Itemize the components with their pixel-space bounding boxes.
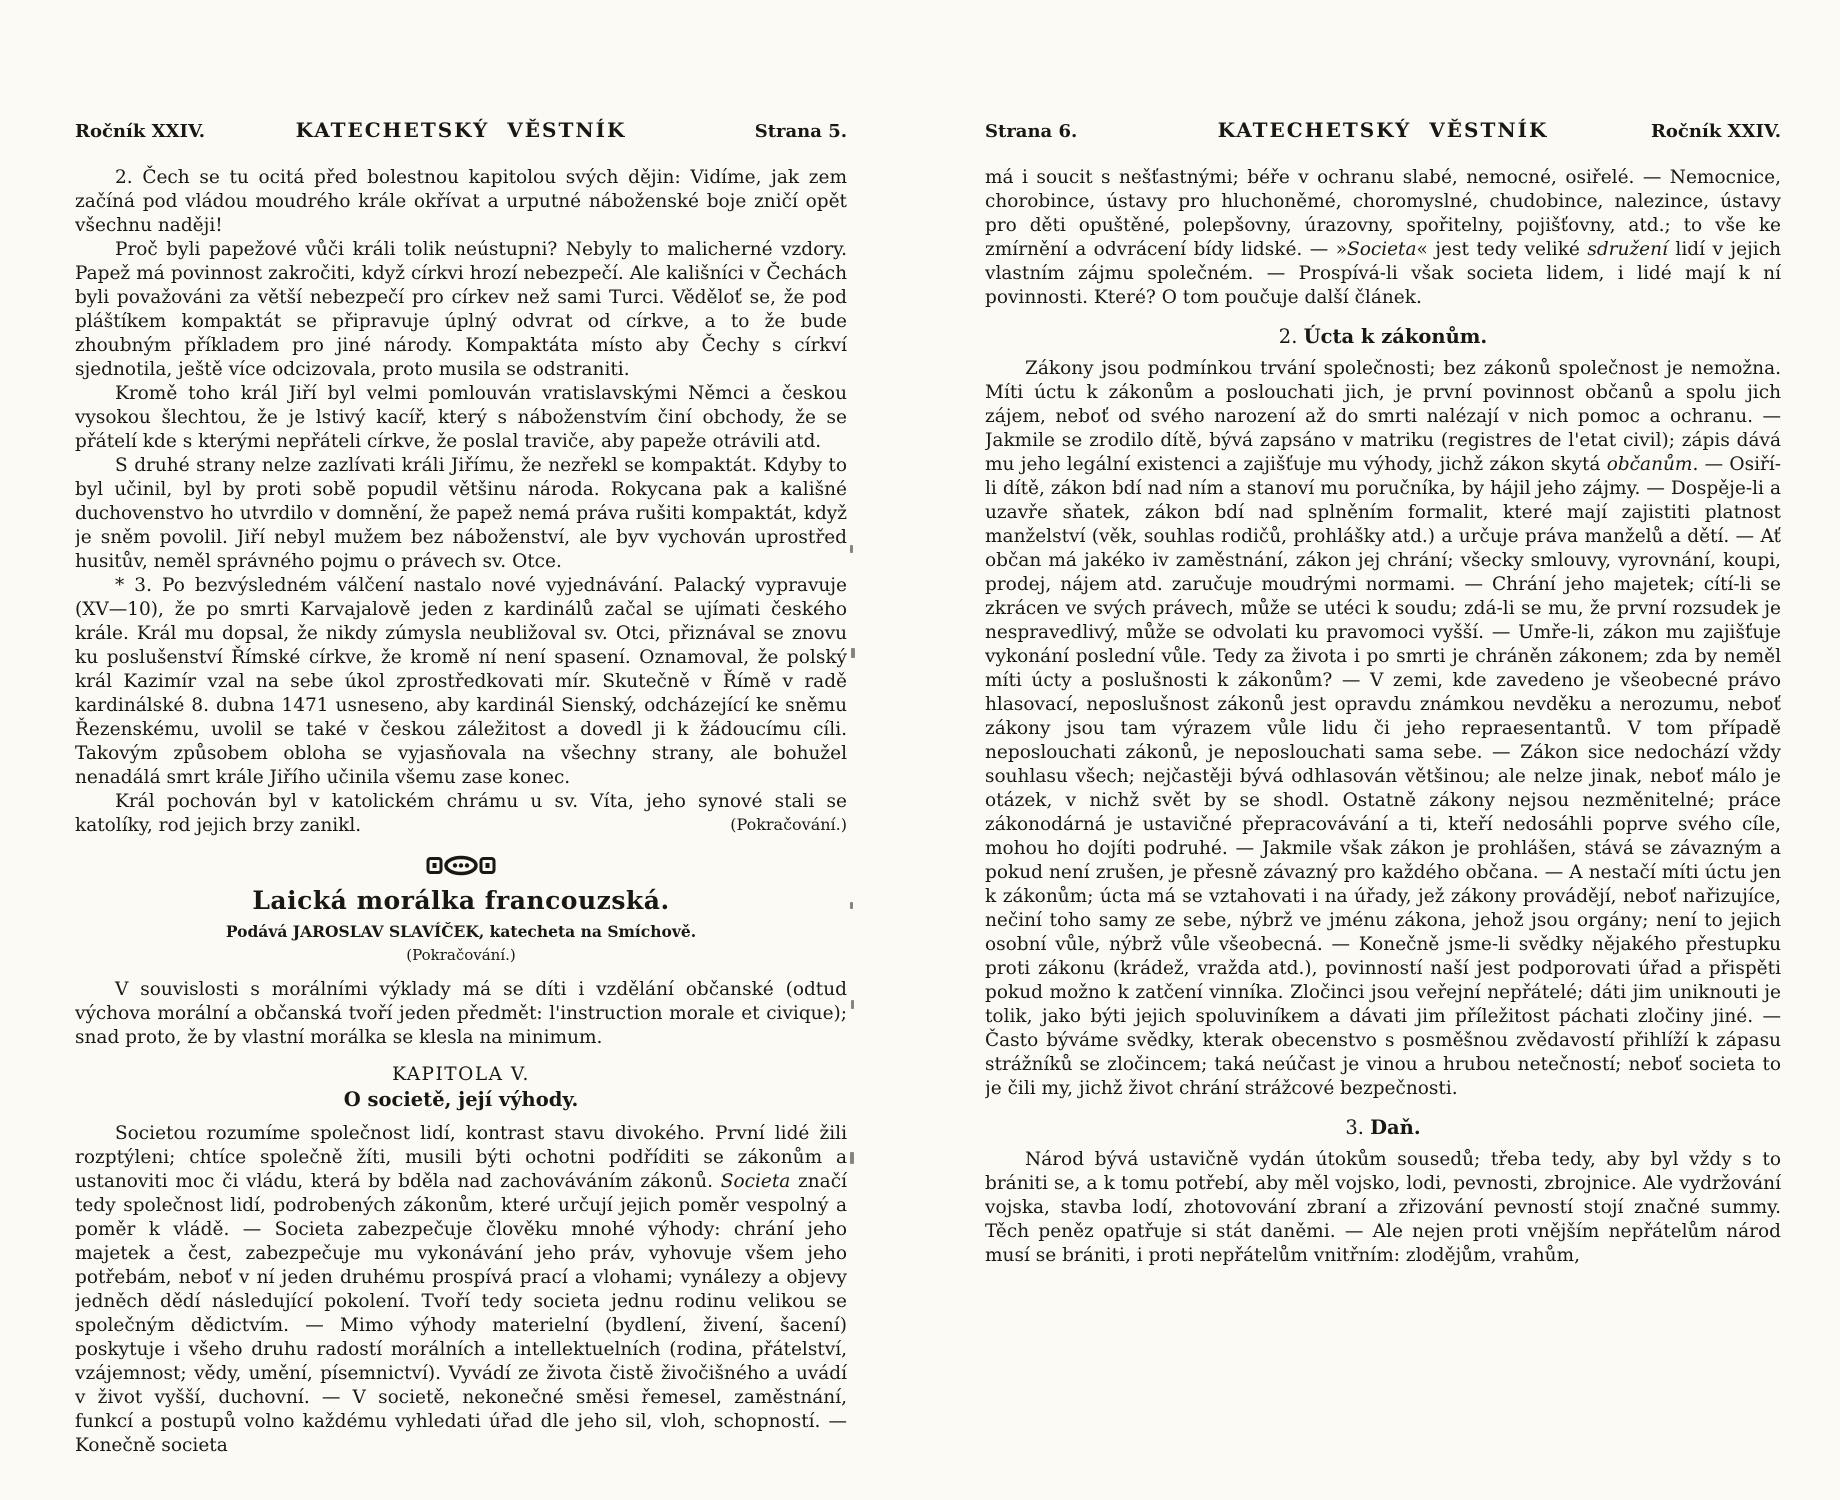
- paragraph: Kromě toho král Jiří byl velmi pomlouván vratislavskými Němci a českou vysokou šlechtou, že je lstivý kacíř, který s náboženstvím činí obchody, že se přátelí kde s kterými nepřáteli církve, že poslal traviče, aby papeže otrávili atd.: [75, 383, 847, 452]
- continuation-note: (Pokračování.): [406, 946, 516, 964]
- publication-title: KATECHETSKÝ VĚSTNÍK: [295, 118, 627, 142]
- volume-label: Ročník XXIV.: [75, 121, 206, 142]
- section-title: Úcta k zákonům.: [1303, 325, 1488, 348]
- paragraph: Národ bývá ustavičně vydán útokům sousedů; třeba tedy, aby byl vždy s to brániti se, a k tomu potřebí, aby měl vojsko, lodi, pevnosti, zbrojnice. Ale vydržování vojska, stavba lodí, zhotovování zbraní a zřizování pevností stojí značné summy. Těch peněz opatřuje si stát daněmi. — Ale nejen proti vnějším nepřátelům národ musí se brániti, i proti nepřátelům vnitřním: zlodějům, vrahům,: [985, 1149, 1781, 1266]
- article-byline: Podává JAROSLAV SLAVÍČEK, katecheta na Smíchově.: [225, 922, 697, 941]
- scan-speck: [851, 1000, 854, 1009]
- page-number-label: Strana 5.: [754, 121, 847, 142]
- section-heading: [985, 325, 1781, 348]
- continuation-note: (Pokračování.): [730, 815, 847, 834]
- section-title: Daň.: [1370, 1116, 1421, 1139]
- scan-speck: [851, 648, 855, 658]
- closing-text: Král pochován byl v katolickém chrámu u sv. Víta, jeho synové stali se katolíky, rod jejich brzy zanikl.: [75, 791, 847, 836]
- article-title: Laická morálka francouzská.: [252, 886, 670, 915]
- paragraph: V souvislosti s morálními výklady má se díti i vzdělání občanské (odtud výchova morální a občanská tvoří jeden předmět: l'instruction morale et civique); snad proto, že by vlastní morálka se klesla na minimum.: [75, 979, 847, 1048]
- section-number: 3.: [1345, 1116, 1364, 1139]
- publication-title: KATECHETSKÝ VĚSTNÍK: [1217, 118, 1549, 142]
- paragraph: Proč byli papežové vůči králi tolik neústupni? Nebyly to malicherné vzdory. Papež má povinnost zakročiti, když církvi hrozí nebezpečí. Ale kališníci v Čechách byli považováni za větší nebezpečí pro církev než sami Turci. Věděloť se, že pod pláštíkem kompaktát se připravuje úplný odvrat od církve, a to že bude zhoubným příkladem pro jiné národy. Kompaktáta místo aby Čechy s církví sjednotila, ještě více odcizovala, proto musila se odstraniti.: [75, 239, 847, 380]
- paragraph: [75, 790, 847, 838]
- paragraph: * 3. Po bezvýsledném válčení nastalo nové vyjednávání. Palacký vypravuje (XV—10), že po smrti Karvajalově jeden z kardinálů začal se ujímati českého krále. Král mu dopsal, že nikdy zúmysla neubližoval sv. Otci, přiznával se znovu ku poslušenství Římské církve, že kromě ní není spasení. Oznamoval, že polský král Kazimír vzal na sebe úkol zprostředkovati mír. Skutečně v Římě v radě kardinálské 8. dubna 1471 usneseno, aby kardinál Sienský, odcházející ke sněmu Řezenskému, uvolil se také v českou záležitost a dovedl ji k žádoucímu cíli. Takovým způsobem obloha se vyjasňovala na všechny strany, ale bohužel nenadálá smrt krále Jiřího učinila všemu zase konec.: [75, 575, 847, 788]
- chapter-subheading: O societě, její výhody.: [343, 1088, 579, 1111]
- page-number-label: Strana 6.: [985, 121, 1078, 142]
- paragraph: 2. Čech se tu ocitá před bolestnou kapitolou svých dějin: Vidíme, jak zem začíná pod vládou moudrého krále okřívat a urputné náboženské boje zničí opět všechnu naději!: [75, 167, 847, 236]
- paragraph: Societou rozumíme společnost lidí, kontrast stavu divokého. První lidé žili rozptýleni; chtíce společně žíti, musili býti ochotni podříditi se zákonům a ustanoviti moc či vládu, která by bděla nad zachováváním zákonů. Societa značí tedy společnost lidí, podrobených zákonům, které určují jejich poměr vespolný a poměr k vládě. — Societa zabezpečuje člověku mnohé výhody: chrání jeho majetek a čest, zabezpečuje mu vykonávání jeho práv, vyhovuje všem jeho potřebám, neboť v ní jeden druhému prospívá prací a vlohami; vynálezy a objevy jedněch dědí následující pokolení. Tvoří tedy societa jednu rodinu velikou se společným dědictvím. — Mimo výhody materielní (bydlení, živení, šacení) poskytuje i všeho druhu radostí morálních a intellektuelních (rodina, přátelství, vzájemnost; vědy, umění, písemnictví). Vyvádí ze života čistě živočišného a uvádí v život vyšší, duchovní. — V societě, nekonečné směsi řemesel, zaměstnání, funkcí a postupů volno každému vyhledati úřad dle jeho sil, vloh, schopností. — Konečně societa: [75, 1123, 847, 1456]
- right-page-body: [985, 166, 1781, 1268]
- paragraph: Zákony jsou podmínkou trvání společnosti; bez zákonů společnost je nemožna. Míti úctu k zákonům a poslouchati jich, je první povinnost občanů a spolu jich zájem, neboť od svého narození až do smrti nalézají v nich pomoc a ochranu. — Jakmile se zrodilo dítě, bývá zapsáno v matriku (registres de l'etat civil); zápis dává mu jeho legální existenci a zajišťuje mu výhody, jichž zákon skytá občanům. — Osiří-li dítě, zákon bdí nad ním a stanoví mu poručníka, by hájil jeho zájmy. — Dospěje-li a uzavře sňatek, zákon bdí nad splněním formalit, které mají zajistiti platnost manželství (věk, souhlas rodičů, prohlášky atd.) a určuje práva manželů a dětí. — Ať občan má jakéko iv zaměstnání, zákon jej chrání; všecky smlouvy, vyrovnání, koupi, prodej, nájem atd. zaručuje moudrými normami. — Chrání jeho majetek; cítí-li se zkrácen ve svých právech, může se utéci k soudu; zdá-li se mu, že první rozsudek je nespravedlivý, může se odvolati ku pravomoci vyšší. — Umře-li, zákon mu zajišťuje vykonání poslední vůle. Tedy za života i po smrti je chráněn zákonem; zda by neměl míti úcty a poslušnosti k zákonům? — V zemi, kde zavedeno je všeobecné právo hlasovací, neposlušnost zákonů jest opravdu známkou nevděku a nerozumu, neboť zákony jsou tam výrazem vůle lidu či jeho repraesentantů. V tom případě neposlouchati zákonů, je neposlouchati sama sebe. — Zákon sice nedochází vždy souhlasu všech; nejčastěji bývá odhlasován většinou; ale nelze jinak, neboť málo je otázek, v nichž svět by se shodl. Ostatně zákony nejsou nezměnitelné; práce zákonodárná je ustavičné přepracovávání a ti, kteří nedosáhli poprve svého cíle, mohou ho dojíti podruhé. — Jakmile však zákon je prohlášen, stává se závazným a pokud není zrušen, je přesně závazný pro každého občana. — A nestačí míti úctu jen k zákonům; úcta má se vztahovati i na úřady, jež zákony provádějí, neboť nařizujíce, nečiní toho samy ze sebe, nýbrž ve jménu zákona, jehož jsou orgány; není to jejich osobní vůle, nýbrž vůle všeobecná. — Konečně jsme-li svědky nějakého přestupku proti zákonu (krádež, vražda atd.), povinností naší jest podporovati úřad a přispěti pokud možno k zatčení vinníka. Zločinci jsou veřejní nepřátelé; dáti jim uniknouti je tolik, jako býti jejich spoluviníkem a dávati jim příležitost páchati zločiny jiné. — Často býváme svědky, kterak obecenstvo s posměšnou zvědavostí přihlíží k zápasu strážníků se zločincem; taká neúčast je vinou a hrubou netečností; neboť societa to je čili my, jichž život chrání strážcové bezpečnosti.: [985, 358, 1781, 1099]
- section-heading: [985, 1116, 1781, 1139]
- paragraph: má i soucit s nešťastnými; béře v ochranu slabé, nemocné, osiřelé. — Nemocnice, chorobince, ústavy pro hluchoněmé, choromyslné, chudobince, nalezince, ústavy pro děti opuštěné, polepšovny, úrazovny, spořitelny, pojišťovny, atd.; to vše ke zmírnění a odvrácení bídy lidské. — »Societa« jest tedy veliké sdružení lidí v jejich vlastním zájmu společném. — Prospívá-li však societa lidem, i lidé mají k ní povinnosti. Které? O tom poučuje další článek.: [985, 167, 1781, 308]
- left-page-body: [75, 166, 847, 1458]
- paragraph: S druhé strany nelze zazlívati králi Jiřímu, že nezřekl se kompaktát. Kdyby to byl učinil, byl by proti sobě popudil většinu národa. Rokycana pak a kališné duchovenstvo ho utvrdilo v domnění, že papež nemá práva rušiti kompaktát, když je sněm povolil. Jiří nebyl mužem bez náboženství, ale byv vychován uprostřed husitův, neměl správného pojmu o právech sv. Otce.: [75, 455, 847, 572]
- page-left: [75, 118, 847, 1488]
- page-right: [985, 118, 1781, 1488]
- section-number: 2.: [1278, 325, 1298, 348]
- scan-speck: [850, 545, 853, 553]
- left-page-header: [75, 118, 847, 142]
- scan-speck: [850, 1152, 854, 1164]
- volume-label: Ročník XXIV.: [1650, 121, 1781, 142]
- scan-speck: [850, 902, 853, 909]
- right-page-header: [985, 118, 1781, 142]
- chapter-heading: KAPITOLA V.: [392, 1064, 530, 1085]
- section-divider-ornament: [75, 854, 847, 876]
